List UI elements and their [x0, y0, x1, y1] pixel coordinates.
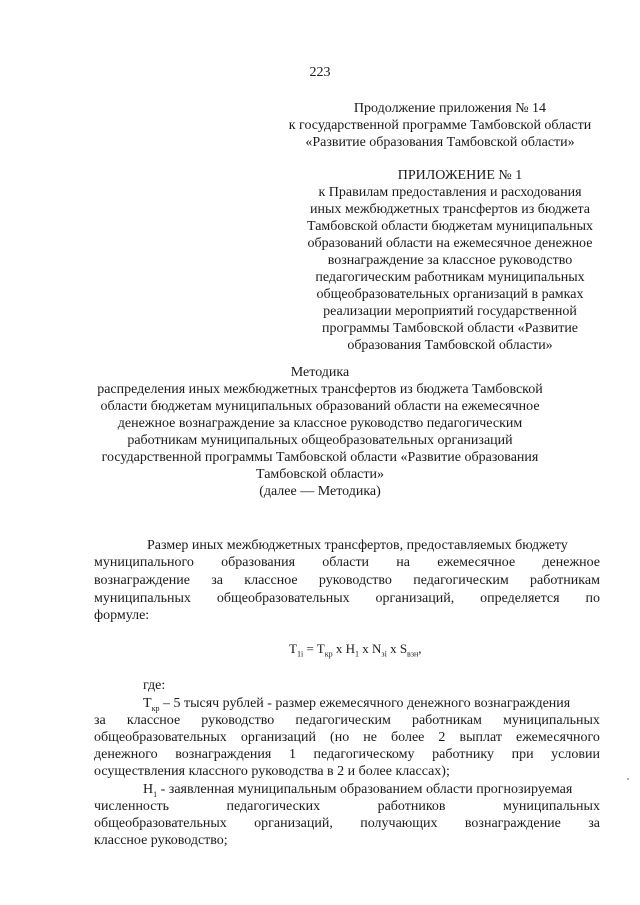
word: денежное	[542, 555, 600, 570]
methodology-line: (далее — Методика)	[259, 484, 381, 499]
appendix-line: иных межбюджетных трансфертов из бюджета	[310, 202, 590, 217]
paragraph-1-line-2	[94, 554, 600, 571]
appendix-line: общеобразовательных организаций в рамках	[316, 287, 584, 302]
header-line-3: «Развитие образования Тамбовской области»	[305, 135, 575, 150]
formula-h: H	[345, 641, 356, 656]
definition-1-line-3	[94, 729, 600, 746]
word: определяется	[480, 591, 560, 606]
word: получающих	[360, 816, 438, 831]
def-text: – 5 тысяч рублей - размер ежемесячного денежного вознаграждения	[159, 696, 571, 711]
word: на	[396, 555, 411, 570]
word: образования	[221, 555, 296, 570]
methodology-title: Методика	[290, 365, 350, 380]
appendix-line: программы Тамбовской области «Развитие	[321, 321, 579, 336]
def-symbol-sub: кр	[151, 703, 160, 713]
appendix-title: ПРИЛОЖЕНИЕ № 1	[397, 168, 523, 183]
methodology-line: области бюджетам муниципальных образований области на ежемесячное	[100, 399, 540, 414]
formula-end: ,	[418, 641, 422, 656]
word: (но	[330, 730, 350, 745]
definition-2-line-3	[94, 815, 600, 832]
def-symbol-sub: 1	[153, 789, 158, 799]
word: общеобразовательных	[216, 591, 350, 606]
word: муниципальных	[94, 591, 191, 606]
formula-eq: =	[303, 641, 317, 656]
word: денежного	[94, 747, 158, 762]
def-symbol: H	[143, 782, 154, 797]
appendix-line: реализации мероприятий государственной	[323, 304, 577, 319]
word: не	[363, 730, 377, 745]
word: работникам	[530, 573, 600, 588]
word: по	[585, 591, 600, 606]
word: организаций	[240, 730, 316, 745]
formula-t-sub: 1i	[296, 649, 304, 659]
formula-times: x	[386, 641, 400, 656]
appendix-line: образований области на ежемесячное денежное	[307, 236, 593, 251]
formula-times: x	[359, 641, 373, 656]
word: ежемесячное	[437, 555, 516, 570]
appendix-line: Тамбовской области бюджетам муниципальных	[306, 219, 593, 234]
word: классное	[126, 713, 181, 728]
word: выплат	[459, 730, 502, 745]
formula-n: N	[372, 641, 382, 656]
definition-1-line-2	[94, 712, 600, 729]
word: за	[588, 816, 600, 831]
word: работников	[377, 799, 446, 814]
word: при	[511, 747, 534, 762]
word: классное	[244, 573, 298, 588]
definition-2-line-2	[94, 798, 600, 815]
word: муниципальных	[503, 799, 600, 814]
methodology-line: Тамбовской области»	[255, 467, 385, 482]
word: области	[322, 555, 370, 570]
formula-times: x	[332, 641, 346, 656]
header-line-1: Продолжение приложения № 14	[353, 101, 547, 116]
word: за	[94, 713, 106, 728]
methodology-line: государственной программы Тамбовской области «Развитие образования	[101, 450, 539, 465]
scan-speck	[627, 778, 629, 780]
word: вознаграждения	[175, 747, 272, 762]
word: руководство	[201, 713, 275, 728]
word: общеобразовательных	[94, 816, 227, 831]
word: педагогическому	[313, 747, 415, 762]
paragraph-1-line-4	[94, 590, 600, 607]
word: вознаграждение	[94, 573, 190, 588]
definition-1-last-line: осуществления классного руководства в 2 и более классах);	[94, 764, 450, 779]
word: более	[391, 730, 425, 745]
word: муниципальных	[503, 713, 600, 728]
word: педагогических	[226, 799, 321, 814]
def-text: - заявленная муниципальным образованием области прогнозируемая	[157, 782, 573, 797]
where-label: где:	[143, 678, 166, 693]
definition-1-line-4	[94, 746, 600, 763]
formula	[289, 640, 422, 663]
appendix-line: к Правилам предоставления и расходования	[318, 185, 582, 200]
def-symbol: T	[143, 696, 152, 711]
word: за	[211, 573, 223, 588]
word: вознаграждение	[464, 816, 561, 831]
word: работникам	[411, 713, 482, 728]
word: руководство	[318, 573, 392, 588]
word: условии	[551, 747, 600, 762]
definition-2-last-line: классное руководство;	[94, 833, 228, 848]
paragraph-1-first-line: Размер иных межбюджетных трансфертов, предоставляемых бюджету	[147, 538, 568, 553]
word: работнику	[432, 747, 494, 762]
word: общеобразовательных	[94, 730, 227, 745]
word: ежемесячного	[515, 730, 600, 745]
paragraph-1-last-line: формуле:	[94, 608, 150, 623]
word: организаций,	[375, 591, 455, 606]
appendix-line: вознаграждение за классное руководство	[327, 253, 573, 268]
appendix-line: образования Тамбовской области»	[347, 338, 553, 353]
word: организаций,	[254, 816, 333, 831]
formula-s-sub: взн	[407, 649, 419, 659]
methodology-line: денежное вознаграждение за классное руководство педагогическим	[117, 416, 523, 431]
formula-tkr: T	[316, 641, 325, 656]
word: педагогическим	[295, 713, 391, 728]
page-number: 223	[309, 65, 331, 80]
formula-n-sub: зi	[381, 649, 387, 659]
formula-tkr-sub: кр	[324, 649, 333, 659]
methodology-line: распределения иных межбюджетных трансфертов из бюджета Тамбовской	[97, 382, 543, 397]
word: 2	[438, 730, 446, 745]
word: 1	[288, 747, 296, 762]
methodology-line: работникам муниципальных общеобразовательных организаций	[127, 433, 513, 448]
paragraph-1-line-3	[94, 572, 600, 589]
word: муниципального	[94, 555, 194, 570]
word: педагогическим	[413, 573, 509, 588]
appendix-line: педагогическим работникам муниципальных	[315, 270, 585, 285]
word: численность	[94, 799, 169, 814]
header-line-2: к государственной программе Тамбовской области	[288, 118, 592, 133]
formula-t: T	[289, 641, 297, 656]
formula-h-sub: 1	[355, 649, 360, 659]
formula-s: S	[399, 641, 408, 656]
